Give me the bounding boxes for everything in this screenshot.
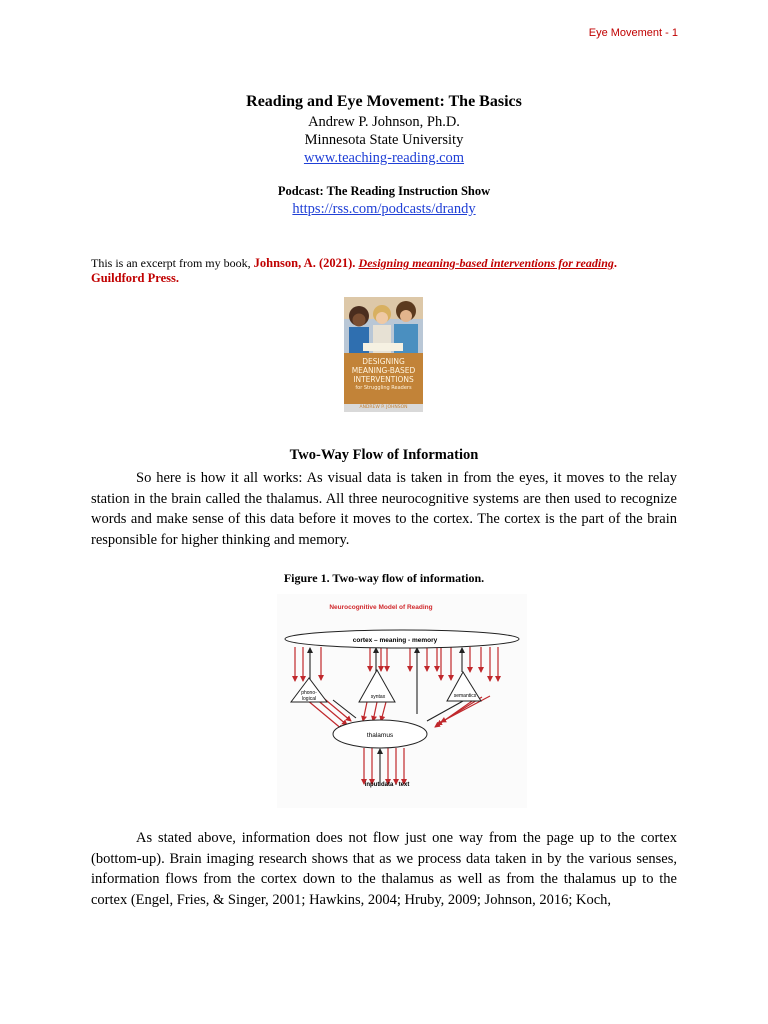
syntax-label: syntax	[370, 694, 386, 700]
book-cover-image	[344, 297, 423, 412]
neurocognitive-diagram	[277, 594, 527, 808]
cortex-label: cortex – meaning - memory	[352, 637, 438, 644]
semantics-label: semantics	[453, 693, 477, 699]
diagram-title: Neurocognitive Model of Reading	[329, 604, 433, 611]
author-name: Andrew P. Johnson, Ph.D.	[308, 114, 460, 130]
website-link-row	[0, 150, 768, 167]
book-cover-art	[344, 297, 423, 412]
thalamus-label: thalamus	[366, 732, 394, 739]
figure-caption: Figure 1. Two-way flow of information.	[283, 571, 485, 585]
section-heading: Two-Way Flow of Information	[289, 447, 479, 463]
podcast-link[interactable]: https://rss.com/podcasts/drandy	[292, 201, 476, 217]
running-header: Eye Movement - 1	[588, 27, 678, 39]
publisher: Guildford Press.	[91, 271, 179, 285]
cover-title-line: INTERVENTIONS	[353, 375, 414, 384]
cover-author: ANDREW P. JOHNSON	[359, 405, 408, 410]
citation-author: Johnson, A. (2021).	[253, 256, 359, 270]
podcast-link-row	[0, 201, 768, 218]
cover-title-line: DESIGNING	[362, 357, 405, 366]
paragraph-two-way: As stated above, information does not flow just one way from the page up to the cortex (bottom-up). Brain imaging research shows that as we process data taken in by the various senses, information flows from the cortex down to the thalamus as well as from the thalamus up to the cortex (Engel, Fries, & Singer, 2001; Hawkins, 2004; Hruby, 2009; Johnson, 2016; Koch,	[91, 830, 677, 908]
input-label: input data - text	[364, 782, 410, 788]
book-title-link[interactable]: Designing meaning-based interventions for reading	[358, 256, 614, 270]
paragraph-intro: So here is how it all works: As visual data is taken in from the eyes, it moves to the relay station in the brain called the thalamus. All three neurocognitive systems are then used to recognize words and make sense of this data before it moves to the cortex. The cortex is the part of the brain responsible for higher thinking and memory.	[91, 470, 677, 548]
podcast-label: Podcast: The Reading Instruction Show	[277, 184, 491, 198]
phonological-label-2: logical	[301, 696, 317, 702]
diagram-svg	[277, 594, 527, 808]
cover-subtitle: for Struggling Readers	[355, 385, 412, 391]
document-title: Reading and Eye Movement: The Basics	[246, 93, 522, 110]
cover-title-line: MEANING-BASED	[351, 366, 416, 375]
excerpt-note	[91, 256, 691, 286]
institution: Minnesota State University	[304, 132, 464, 148]
excerpt-intro: This is an excerpt from my book,	[91, 256, 254, 270]
phonological-label-1: phono-	[301, 690, 317, 696]
citation-period: .	[613, 256, 618, 270]
book-cover-text	[344, 357, 423, 392]
website-link[interactable]: www.teaching-reading.com	[303, 150, 465, 166]
